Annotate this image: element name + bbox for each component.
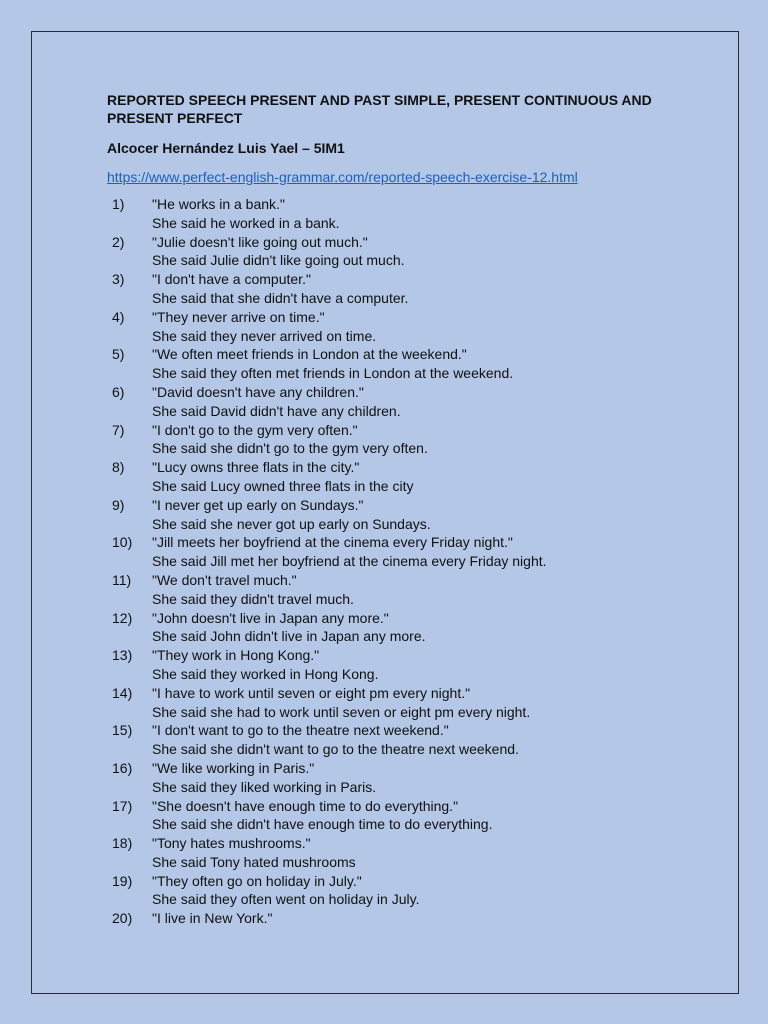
list-item	[112, 609, 547, 647]
item-number: 13)	[112, 647, 133, 664]
item-number: 19)	[112, 872, 133, 889]
item-quote: "Tony hates mushrooms."	[152, 835, 311, 852]
list-item	[112, 721, 547, 759]
exercise-list	[112, 195, 547, 928]
item-quote: "I live in New York."	[152, 910, 273, 927]
item-quote: "We often meet friends in London at the weekend."	[152, 346, 467, 363]
item-number: 14)	[112, 684, 133, 701]
list-item	[112, 233, 547, 271]
item-number: 20)	[112, 910, 133, 927]
list-item	[112, 646, 547, 684]
item-number: 1)	[112, 196, 125, 212]
item-quote: "I don't have a computer."	[152, 271, 311, 288]
item-answer: She said they liked working in Paris.	[152, 778, 377, 795]
item-answer: She said Tony hated mushrooms	[152, 853, 356, 870]
item-answer: She said she didn't go to the gym very often.	[152, 440, 428, 457]
list-item	[112, 797, 547, 835]
document-title: REPORTED SPEECH PRESENT AND PAST SIMPLE, PRESENT CONTINUOUS AND PRESENT PERFECT	[107, 92, 652, 126]
item-quote: "I have to work until seven or eight pm every night."	[152, 684, 471, 701]
list-item	[112, 759, 547, 797]
item-quote: "We don't travel much."	[152, 571, 297, 588]
item-answer: She said he worked in a bank.	[152, 214, 340, 231]
item-number: 15)	[112, 722, 133, 739]
author-line: Alcocer Hernández Luis Yael – 5IM1	[107, 140, 345, 156]
item-answer: She said they worked in Hong Kong.	[152, 665, 379, 682]
item-answer: She said she never got up early on Sundays.	[152, 515, 431, 532]
item-number: 6)	[112, 383, 125, 400]
item-quote: "They never arrive on time."	[152, 308, 325, 325]
item-answer: She said they didn't travel much.	[152, 590, 354, 607]
item-quote: "I never get up early on Sundays."	[152, 496, 364, 513]
item-number: 7)	[112, 421, 125, 438]
item-quote: "They work in Hong Kong."	[152, 647, 320, 664]
item-number: 11)	[112, 571, 132, 588]
item-quote: "David doesn't have any children."	[152, 383, 364, 400]
item-number: 5)	[112, 346, 125, 363]
list-item	[112, 533, 547, 571]
item-number: 18)	[112, 835, 133, 852]
list-item	[112, 383, 547, 421]
list-item	[112, 458, 547, 496]
item-answer: She said David didn't have any children.	[152, 402, 401, 419]
list-item	[112, 571, 547, 609]
item-number: 17)	[112, 797, 133, 814]
list-item	[112, 872, 547, 910]
item-answer: She said she didn't have enough time to do everything.	[152, 816, 493, 833]
item-number: 10)	[112, 534, 133, 551]
item-quote: "They often go on holiday in July."	[152, 872, 362, 889]
item-answer: She said she had to work until seven or eight pm every night.	[152, 703, 531, 720]
item-answer: She said Lucy owned three flats in the city	[152, 477, 414, 494]
item-quote: "She doesn't have enough time to do everything."	[152, 797, 459, 814]
item-answer: She said Julie didn't like going out much.	[152, 252, 405, 269]
list-item	[112, 496, 547, 534]
item-number: 9)	[112, 496, 125, 513]
list-item	[112, 308, 547, 346]
item-quote: "I don't want to go to the theatre next weekend."	[152, 722, 449, 739]
item-quote: "I don't go to the gym very often."	[152, 421, 358, 438]
item-number: 8)	[112, 459, 125, 476]
item-quote: "We like working in Paris."	[152, 759, 315, 776]
item-answer: She said Jill met her boyfriend at the cinema every Friday night.	[152, 553, 547, 570]
list-item	[112, 834, 547, 872]
item-number: 12)	[112, 609, 133, 626]
item-quote: "Lucy owns three flats in the city."	[152, 459, 360, 476]
item-answer: She said they often went on holiday in July.	[152, 891, 420, 908]
item-answer: She said they never arrived on time.	[152, 327, 377, 344]
item-number: 16)	[112, 759, 133, 776]
item-answer: She said she didn't want to go to the theatre next weekend.	[152, 741, 519, 758]
item-number: 2)	[112, 233, 125, 250]
exercise-link[interactable]: https://www.perfect-english-grammar.com/reported-speech-exercise-12.html	[107, 169, 578, 185]
item-quote: "Julie doesn't like going out much."	[152, 233, 368, 250]
item-quote: "John doesn't live in Japan any more."	[152, 609, 389, 626]
list-item	[112, 270, 547, 308]
list-item	[112, 345, 547, 383]
list-item	[112, 909, 547, 928]
list-item	[112, 684, 547, 722]
item-number: 4)	[112, 308, 125, 325]
item-quote: "Jill meets her boyfriend at the cinema every Friday night."	[152, 534, 513, 551]
item-number: 3)	[112, 271, 125, 288]
list-item	[112, 421, 547, 459]
item-answer: She said they often met friends in London at the weekend.	[152, 365, 514, 382]
item-answer: She said John didn't live in Japan any more.	[152, 628, 426, 645]
list-item	[112, 195, 547, 233]
item-answer: She said that she didn't have a computer.	[152, 289, 409, 306]
item-quote: "He works in a bank."	[152, 196, 285, 212]
